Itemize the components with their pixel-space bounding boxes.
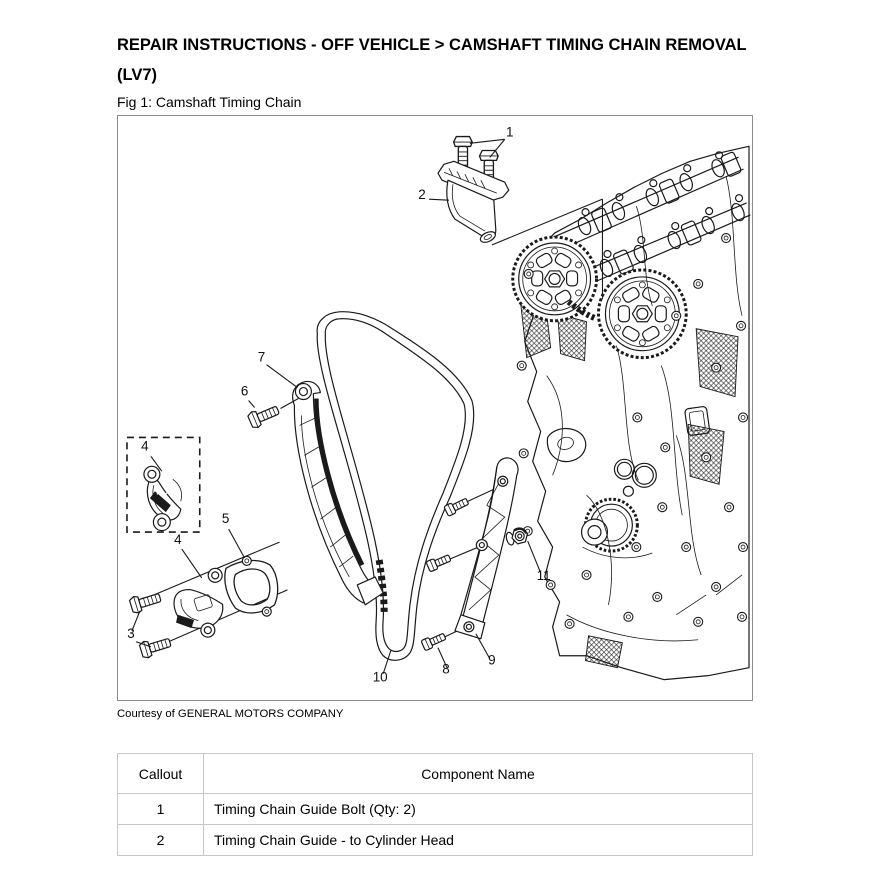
callout-label-7: 7 (257, 349, 266, 365)
page-title (117, 30, 797, 90)
guide-bolt-8 (421, 631, 447, 651)
callout-label-3: 3 (127, 625, 135, 641)
intake-cam-sprocket (513, 237, 597, 321)
callout-cell: 1 (118, 794, 204, 825)
callout-column-header: Callout (118, 754, 204, 794)
callout-label-6: 6 (240, 383, 249, 399)
component-table (117, 753, 753, 856)
callout-label-11: 11 (536, 567, 551, 583)
guide-bolt-mid (426, 553, 452, 572)
figure-diagram (117, 115, 753, 701)
callout-label-2: 2 (418, 187, 426, 203)
engine-block (513, 146, 750, 679)
table-body (118, 794, 753, 856)
timing-chain-exploded-view (118, 116, 752, 700)
component-table-header (118, 754, 753, 794)
timing-chain-guide-2 (438, 137, 509, 245)
callout-label-4: 4 (174, 532, 182, 548)
callout-label-10: 10 (372, 669, 388, 685)
table-row (118, 794, 753, 825)
table-row (118, 825, 753, 856)
guide-pivot-bolt-6 (247, 402, 281, 429)
table-header-row (118, 754, 753, 794)
figure-caption: Fig 1: Camshaft Timing Chain (117, 94, 302, 110)
component-cell: Timing Chain Guide Bolt (Qty: 2) (204, 794, 753, 825)
callout-label-5: 5 (221, 511, 230, 527)
guide-bolt-top (444, 496, 470, 516)
tensioner-detail-box (127, 437, 200, 532)
tensioner-assembly (129, 542, 288, 659)
callout-label-1: 1 (506, 124, 514, 140)
page-title-line2: (LV7) (117, 66, 158, 84)
timing-chain-guide-9 (421, 458, 518, 651)
courtesy-note: Courtesy of GENERAL MOTORS COMPANY (117, 708, 344, 720)
page-title-line1: REPAIR INSTRUCTIONS - OFF VEHICLE > CAMSHAFT TIMING CHAIN REMOVAL (117, 36, 747, 54)
callout-label-8: 8 (442, 661, 450, 677)
component-cell: Timing Chain Guide - to Cylinder Head (204, 825, 753, 856)
callout-cell: 2 (118, 825, 204, 856)
component-column-header: Component Name (204, 754, 753, 794)
callout-label-4: 4 (141, 438, 149, 454)
callout-label-9: 9 (488, 652, 496, 668)
tensioner-gasket-5 (220, 551, 283, 623)
tensioner-bolt-3b (139, 634, 173, 659)
timing-chain (317, 312, 474, 661)
